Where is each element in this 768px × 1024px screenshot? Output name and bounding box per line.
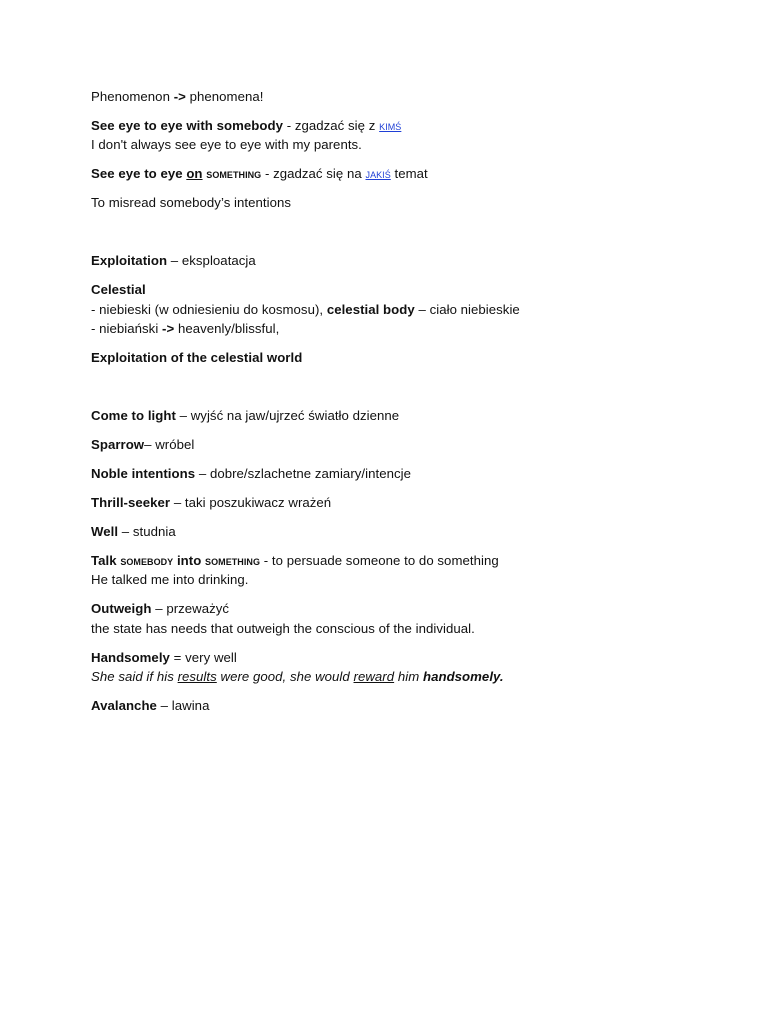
term-come-to-light: Come to light [91, 408, 176, 424]
term-celestial-body: celestial body [326, 301, 415, 317]
definition: to persuade someone to do something [271, 553, 499, 569]
translation: dobre/szlachetne zamiary/intencje [209, 466, 411, 482]
entry-well [91, 522, 711, 541]
example-part-2: were good, she would [220, 669, 350, 685]
translation: studnia [132, 524, 176, 540]
entry-thrill-seeker [91, 493, 711, 512]
term-phenomenon: Phenomenon [91, 89, 170, 104]
example-bold-handsomely: handsomely. [422, 669, 504, 685]
dash: – [121, 524, 130, 540]
term-on: on [186, 166, 203, 182]
meaning-1: - niebieski (w odniesieniu do kosmosu), [91, 301, 324, 317]
example-part-1: She said if his [91, 669, 174, 685]
example-sentence: He talked me into drinking. [91, 572, 249, 588]
dash: – [170, 253, 179, 269]
dash: – [198, 466, 207, 482]
term-well: Well [91, 524, 119, 540]
example-underlined-reward: reward [353, 669, 395, 685]
term-something: something [205, 553, 260, 569]
dash: – [144, 437, 152, 453]
entry-avalanche [91, 696, 711, 715]
entry-handsomely [91, 648, 711, 687]
term-see-eye-to-eye-with: See eye to eye with somebody [91, 118, 283, 133]
example-sentence: I don't always see eye to eye with my parents. [91, 137, 362, 153]
arrow: -> [162, 321, 175, 337]
term-thrill-seeker: Thrill-seeker [91, 495, 171, 511]
example-underlined-results: results [177, 669, 217, 685]
example-part-3: him [397, 669, 420, 685]
entry-exploitation [91, 251, 711, 270]
dash: - [264, 166, 270, 182]
link-kims[interactable]: kimś [379, 118, 402, 133]
term-see-eye-to-eye: See eye to eye [91, 166, 183, 182]
term-outweigh: Outweigh [91, 601, 152, 617]
term-exploitation: Exploitation [91, 253, 168, 269]
entry-celestial [91, 280, 711, 338]
entry-sparrow [91, 435, 711, 454]
translation: wyjść na jaw/ujrzeć światło dzienne [190, 408, 400, 424]
entry-see-eye-to-eye-with [91, 116, 711, 155]
term-into: into [176, 553, 202, 569]
equals: = [173, 649, 182, 665]
term-celestial: Celestial [91, 282, 146, 298]
translation: lawina [171, 698, 210, 714]
entry-see-eye-to-eye-on [91, 164, 711, 183]
definition: very well [185, 649, 237, 665]
term-avalanche: Avalanche [91, 698, 157, 714]
entry-noble-intentions [91, 464, 711, 483]
dash: - [263, 553, 269, 569]
translation: ciało niebieskie [429, 301, 520, 317]
term-noble-intentions: Noble intentions [91, 466, 196, 482]
entry-talk-into [91, 551, 711, 590]
translation: zgadzać się z [294, 118, 376, 133]
example-sentence: the state has needs that outweigh the conscious of the individual. [91, 620, 475, 636]
entry-exploitation-celestial-world [91, 348, 711, 367]
entry-phenomenon [91, 87, 711, 106]
arrow: -> [173, 89, 186, 104]
translation: taki poszukiwacz wrażeń [184, 495, 332, 511]
dash: – [418, 301, 426, 317]
link-jakis[interactable]: jakiś [365, 166, 391, 182]
term-exploitation-world: Exploitation of the celestial world [91, 350, 303, 366]
term-sparrow: Sparrow [91, 437, 145, 453]
term-talk: Talk [91, 553, 117, 569]
dash: – [173, 495, 182, 511]
entry-misread [91, 193, 711, 212]
term-something: something [206, 166, 262, 182]
plural-form: phenomena! [189, 89, 264, 104]
dash: – [179, 408, 188, 424]
translation-rest: temat [394, 166, 428, 182]
translation: eksploatacja [181, 253, 256, 269]
translation: zgadzać się na [273, 166, 362, 182]
term-somebody: somebody [120, 553, 174, 569]
entry-come-to-light [91, 406, 711, 425]
translation: przeważyć [166, 601, 230, 617]
dash: – [155, 601, 163, 617]
translation: wróbel [155, 437, 195, 453]
example-sentence [91, 667, 711, 686]
term-handsomely: Handsomely [91, 649, 170, 665]
dash: – [160, 698, 169, 714]
translation: heavenly/blissful, [177, 321, 280, 337]
phrase-misread: To misread somebody’s intentions [91, 195, 292, 211]
entry-outweigh [91, 599, 711, 638]
meaning-2: - niebiański [91, 321, 159, 337]
document-page [91, 87, 711, 716]
dash: - [286, 118, 292, 133]
